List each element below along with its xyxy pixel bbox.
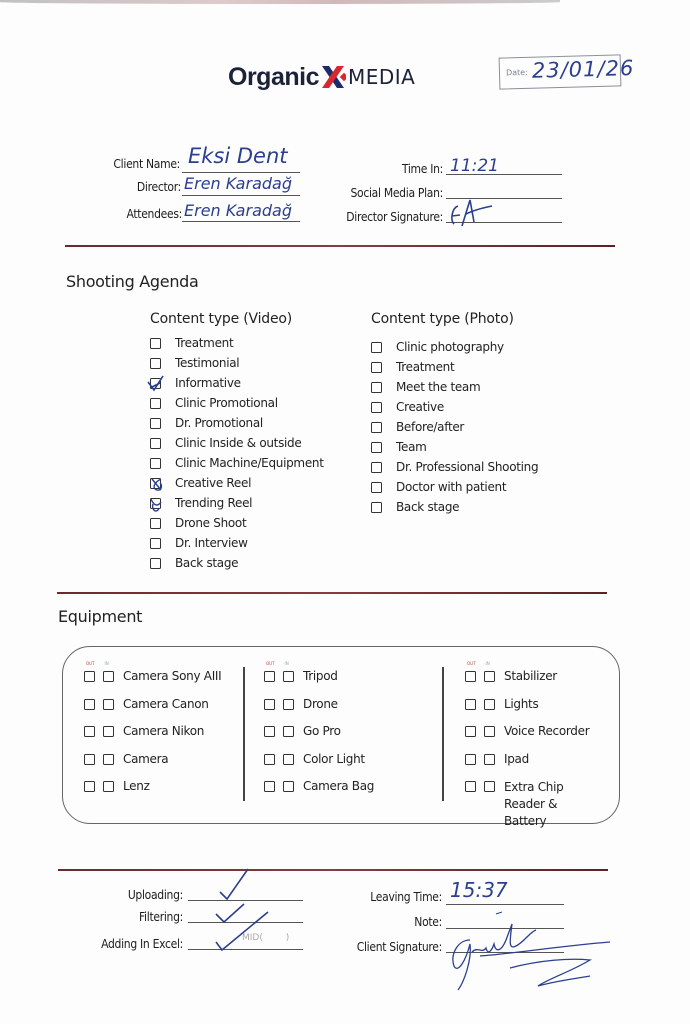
- out-checkbox[interactable]: [264, 726, 275, 737]
- video-item-clinic-promotional[interactable]: Clinic Promotional: [150, 393, 324, 413]
- photo-column-title: Content type (Photo): [371, 311, 514, 327]
- equipment-item[interactable]: Camera Sony AIII: [84, 669, 221, 697]
- director-line: [182, 195, 300, 196]
- video-item-drone-shoot[interactable]: Drone Shoot: [150, 513, 324, 533]
- date-label: Date:: [505, 67, 528, 78]
- in-checkbox[interactable]: [484, 754, 495, 765]
- photo-item-meet-the-team[interactable]: Meet the team: [371, 377, 538, 397]
- out-checkbox[interactable]: [84, 726, 95, 737]
- divider-top: [65, 245, 615, 247]
- brand-name-bold: Organic: [228, 62, 319, 91]
- in-checkbox[interactable]: [283, 726, 294, 737]
- shooting-agenda-title: Shooting Agenda: [66, 272, 199, 291]
- director-signature-mark[interactable]: [448, 196, 498, 236]
- in-checkbox[interactable]: [484, 671, 495, 682]
- out-checkbox[interactable]: [264, 671, 275, 682]
- check-marks[interactable]: [210, 866, 280, 955]
- equipment-item[interactable]: Extra Chip Reader & Battery: [465, 779, 599, 807]
- time-in-label: Time In:: [401, 162, 443, 176]
- equipment-item[interactable]: Lights: [465, 697, 599, 725]
- attendees-label: Attendees:: [126, 207, 182, 221]
- leaving-time-label: Leaving Time:: [370, 890, 442, 904]
- equipment-item[interactable]: Color Light: [264, 752, 374, 780]
- equipment-divider: [442, 667, 444, 801]
- x-logo-icon: [320, 64, 346, 90]
- cross-mark-icon: [147, 474, 167, 494]
- client-name-value[interactable]: Eksi Dent: [188, 144, 288, 168]
- checkbox[interactable]: [371, 402, 382, 413]
- equipment-item[interactable]: Go Pro: [264, 724, 374, 752]
- video-item-treatment[interactable]: Treatment: [150, 333, 324, 353]
- director-signature-label: Director Signature:: [346, 210, 443, 224]
- checkbox-checked[interactable]: [150, 378, 161, 389]
- out-checkbox[interactable]: [84, 671, 95, 682]
- photo-item-clinic-photography[interactable]: Clinic photography: [371, 337, 538, 357]
- client-name-line: [182, 172, 300, 173]
- video-item-clinic-inside-outside[interactable]: Clinic Inside & outside: [150, 433, 324, 453]
- brand-name-light: MEDIA: [347, 65, 416, 89]
- video-checklist: [150, 333, 324, 573]
- page-edge-shadow: [0, 0, 560, 4]
- photo-checklist: [371, 337, 538, 517]
- checkbox-checked[interactable]: [150, 478, 161, 489]
- out-checkbox[interactable]: [465, 754, 476, 765]
- video-item-informative[interactable]: Informative: [150, 373, 324, 393]
- out-checkbox[interactable]: [465, 671, 476, 682]
- mid-note: MID( ): [242, 933, 290, 943]
- social-media-plan-label: Social Media Plan:: [350, 186, 443, 200]
- in-checkbox[interactable]: [484, 699, 495, 710]
- in-checkbox[interactable]: [103, 671, 114, 682]
- video-item-creative-reel[interactable]: Creative Reel: [150, 473, 324, 493]
- checkbox[interactable]: [371, 362, 382, 373]
- equipment-item[interactable]: Stabilizer: [465, 669, 599, 697]
- checkbox[interactable]: [371, 422, 382, 433]
- out-checkbox[interactable]: [84, 754, 95, 765]
- equipment-item[interactable]: Camera Bag: [264, 779, 374, 807]
- divider-bottom: [58, 869, 608, 871]
- equipment-divider: [243, 667, 245, 801]
- checkbox[interactable]: [371, 502, 382, 513]
- photo-item-dr-professional-shooting[interactable]: Dr. Professional Shooting: [371, 457, 538, 477]
- video-item-testimonial[interactable]: Testimonial: [150, 353, 324, 373]
- director-label: Director:: [136, 180, 181, 194]
- checkbox[interactable]: [371, 482, 382, 493]
- in-checkbox[interactable]: [103, 754, 114, 765]
- attendees-value[interactable]: Eren Karadağ: [184, 201, 292, 220]
- note-label: Note:: [414, 915, 442, 929]
- leaving-time-value[interactable]: 15:37: [450, 878, 508, 902]
- out-checkbox[interactable]: [264, 754, 275, 765]
- equipment-column-1: [84, 661, 221, 807]
- equipment-item[interactable]: Tripod: [264, 669, 374, 697]
- in-checkbox[interactable]: [283, 754, 294, 765]
- time-in-value[interactable]: 11:21: [450, 156, 499, 176]
- out-checkbox[interactable]: [465, 699, 476, 710]
- photo-item-treatment[interactable]: Treatment: [371, 357, 538, 377]
- in-checkbox[interactable]: [484, 726, 495, 737]
- checkbox[interactable]: [150, 458, 161, 469]
- in-checkbox[interactable]: [103, 781, 114, 792]
- equipment-column-2: [264, 661, 374, 807]
- out-checkbox[interactable]: [465, 726, 476, 737]
- video-item-dr-interview[interactable]: Dr. Interview: [150, 533, 324, 553]
- in-checkbox[interactable]: [103, 726, 114, 737]
- checkbox[interactable]: [371, 382, 382, 393]
- adding-in-excel-label: Adding In Excel:: [101, 937, 183, 951]
- checkbox[interactable]: [150, 558, 161, 569]
- video-item-back-stage[interactable]: Back stage: [150, 553, 324, 573]
- equipment-item[interactable]: Camera Canon: [84, 697, 221, 725]
- equipment-title: Equipment: [58, 607, 143, 626]
- equipment-col-headers: OUT IN: [86, 661, 109, 666]
- in-checkbox[interactable]: [283, 781, 294, 792]
- director-value[interactable]: Eren Karadağ: [184, 174, 292, 193]
- photo-item-team[interactable]: Team: [371, 437, 538, 457]
- client-signature-label: Client Signature:: [356, 940, 442, 954]
- checkbox[interactable]: [371, 462, 382, 473]
- video-item-clinic-machine[interactable]: Clinic Machine/Equipment: [150, 453, 324, 473]
- in-checkbox[interactable]: [103, 699, 114, 710]
- in-checkbox[interactable]: [283, 699, 294, 710]
- checkbox[interactable]: [150, 538, 161, 549]
- out-checkbox[interactable]: [465, 781, 476, 792]
- checkbox[interactable]: [150, 438, 161, 449]
- brand-logo: [228, 60, 415, 94]
- date-value: 23/01/26: [531, 56, 635, 83]
- video-column-title: Content type (Video): [150, 311, 293, 327]
- checkbox[interactable]: [150, 398, 161, 409]
- photo-item-before-after[interactable]: Before/after: [371, 417, 538, 437]
- check-mark-icon: [147, 374, 167, 394]
- in-checkbox[interactable]: [484, 781, 495, 792]
- divider-middle: [57, 592, 607, 594]
- equipment-col-headers: OUT IN: [467, 661, 490, 666]
- handwritten-check-icon: [210, 866, 280, 951]
- attendees-line: [182, 221, 300, 222]
- out-checkbox[interactable]: [84, 781, 95, 792]
- equipment-item[interactable]: Lenz: [84, 779, 221, 807]
- photo-item-creative[interactable]: Creative: [371, 397, 538, 417]
- out-checkbox[interactable]: [264, 781, 275, 792]
- equipment-item[interactable]: Voice Recorder: [465, 724, 599, 752]
- equipment-column-3: [465, 661, 599, 828]
- filtering-label: Filtering:: [139, 910, 183, 924]
- checkbox[interactable]: [150, 338, 161, 349]
- client-signature-mark[interactable]: [440, 910, 620, 999]
- checkbox[interactable]: [371, 342, 382, 353]
- photo-item-doctor-with-patient[interactable]: Doctor with patient: [371, 477, 538, 497]
- photo-item-back-stage[interactable]: Back stage: [371, 497, 538, 517]
- date-field[interactable]: [499, 54, 635, 89]
- checkbox-checked[interactable]: [150, 498, 161, 509]
- checkbox[interactable]: [150, 518, 161, 529]
- checkbox[interactable]: [150, 418, 161, 429]
- out-checkbox[interactable]: [84, 699, 95, 710]
- checkbox[interactable]: [371, 442, 382, 453]
- checkbox[interactable]: [150, 358, 161, 369]
- in-checkbox[interactable]: [283, 671, 294, 682]
- equipment-item[interactable]: Camera: [84, 752, 221, 780]
- check-mark-icon: [147, 494, 167, 516]
- leaving-time-line: [446, 904, 564, 905]
- video-item-trending-reel[interactable]: Trending Reel: [150, 493, 324, 513]
- video-item-dr-promotional[interactable]: Dr. Promotional: [150, 413, 324, 433]
- client-name-label: Client Name:: [113, 157, 180, 171]
- uploading-label: Uploading:: [127, 888, 183, 902]
- out-checkbox[interactable]: [264, 699, 275, 710]
- equipment-col-headers: OUT IN: [266, 661, 289, 666]
- equipment-item[interactable]: Ipad: [465, 752, 599, 780]
- equipment-item[interactable]: Camera Nikon: [84, 724, 221, 752]
- equipment-item[interactable]: Drone: [264, 697, 374, 725]
- equipment-box: [62, 646, 620, 828]
